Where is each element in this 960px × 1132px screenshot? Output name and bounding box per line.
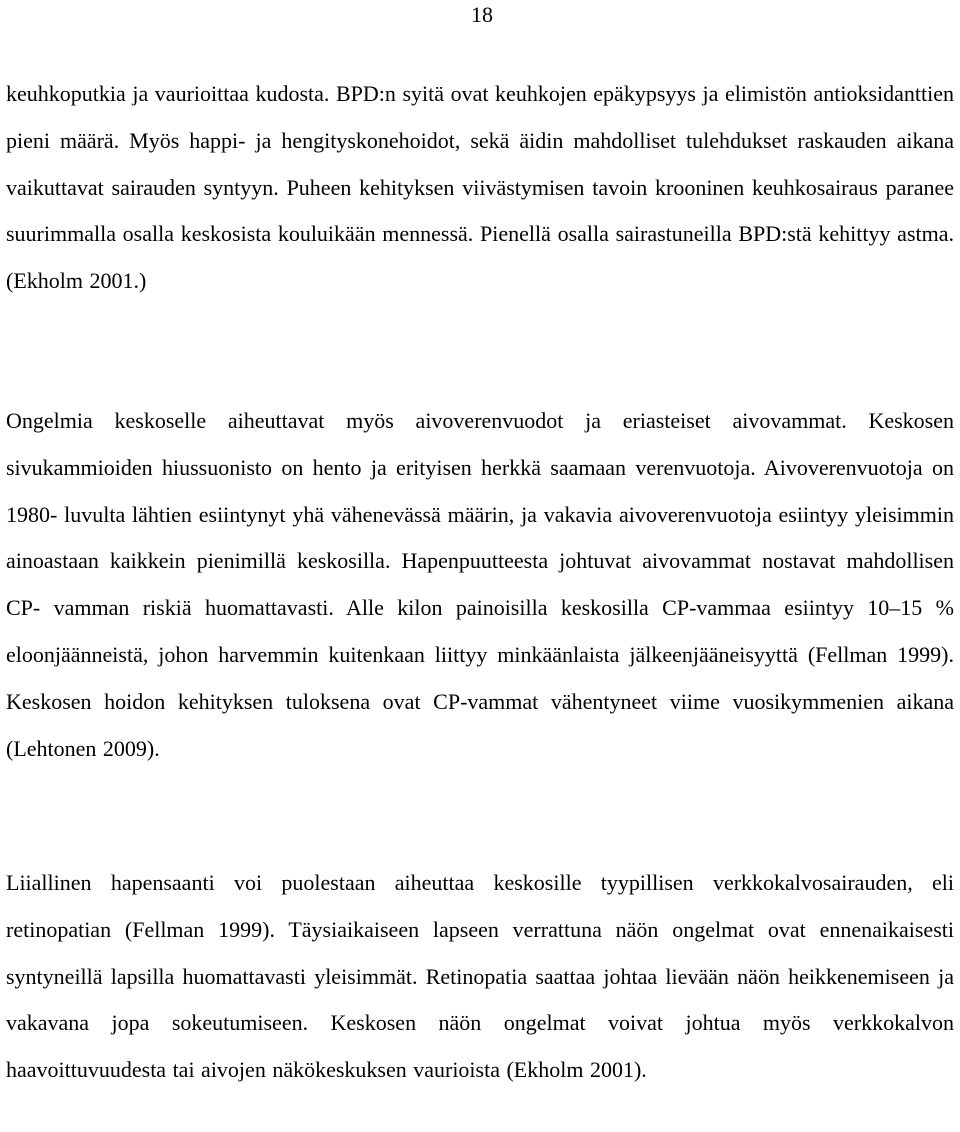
paragraph-bpd-causes: keuhkoputkia ja vaurioittaa kudosta. BPD:n syitä ovat keuhkojen epäkypsyys ja elimistön antioksidanttien pieni määrä. Myös happi- ja hengityskonehoidot, sekä äidin mahdolliset tulehdukset raskauden aikana vaikuttavat sairauden syntyyn. Puheen kehityksen viivästymisen tavoin krooninen keuhkosairaus paranee suurimmalla osalla keskosista kouluikään mennessä. Pienellä osalla sairastuneilla BPD:stä kehittyy astma. (Ekholm 2001.) [6, 81, 954, 294]
paragraph-brain-hemorrhage: Ongelmia keskoselle aiheuttavat myös aivoverenvuodot ja eriasteiset aivovammat. Keskosen sivukammioiden hiussuonisto on hento ja erityisen herkkä saamaan verenvuotoja. Aivoverenvuotoja on 1980- luvulta lähtien esiintynyt yhä vähenevässä määrin, ja vakavia aivoverenvuotoja esiintyy yleisimmin ainoastaan kaikkein pienimillä keskosilla. Hapenpuutteesta johtuvat aivovammat nostavat mahdollisen CP- vamman riskiä huomattavasti. Alle kilon painoisilla keskosilla CP-vammaa esiintyy 10–15 % eloonjäänneistä, johon harvemmin kuitenkaan liittyy minkäänlaista jälkeenjääneisyyttä (Fellman 1999). Keskosen hoidon kehityksen tuloksena ovat CP-vammat vähentyneet viime vuosikymmenien aikana (Lehtonen 2009). [6, 408, 954, 761]
page-number: 18 [471, 2, 493, 27]
paragraph-retinopathy: Liiallinen hapensaanti voi puolestaan aiheuttaa keskosille tyypillisen verkkokalvosairauden, eli retinopatian (Fellman 1999). Täysiaikaiseen lapseen verrattuna näön ongelmat ovat ennenaikaisesti syntyneillä lapsilla huomattavasti yleisimmät. Retinopatia saattaa johtaa lievään näön heikkenemiseen ja vakavana jopa sokeutumiseen. Keskosen näön ongelmat voivat johtua myös verkkokalvon haavoittuvuudesta tai aivojen näkökeskuksen vaurioista (Ekholm 2001). [6, 870, 954, 1083]
